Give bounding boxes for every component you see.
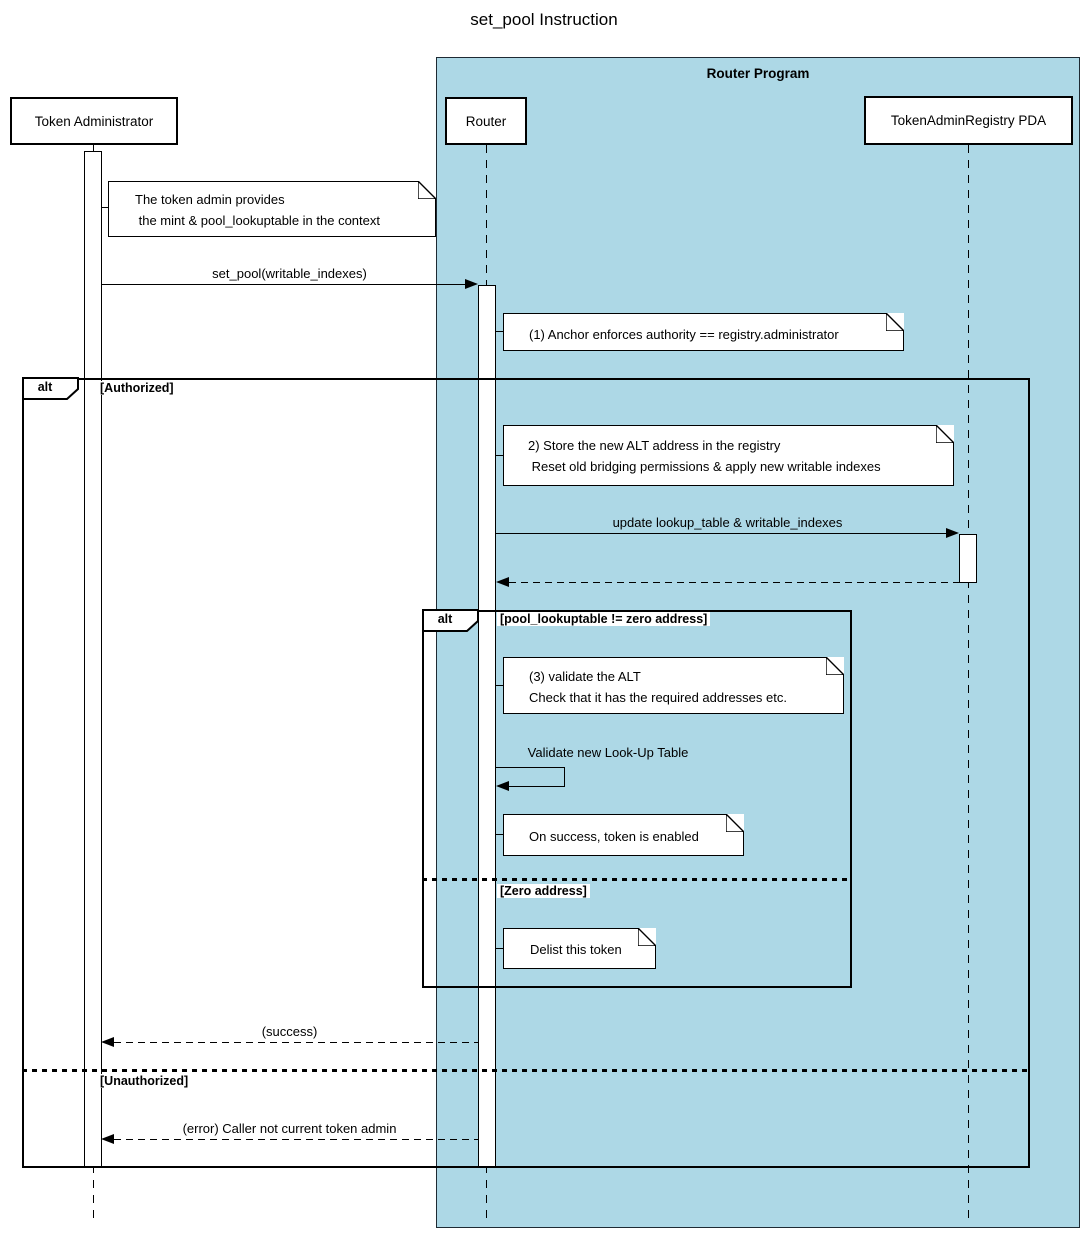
arrowhead-right-icon	[465, 279, 478, 289]
note-delist-line1: Delist this token	[530, 942, 622, 957]
participant-router: Router	[445, 97, 527, 145]
alt-operator-label: alt	[37, 380, 53, 394]
message-label-error: (error) Caller not current token admin	[182, 1121, 397, 1136]
alt-operator-label: alt	[437, 612, 453, 626]
note-fold-icon	[886, 313, 904, 331]
note-anchor	[503, 313, 904, 351]
alt-frame-inner	[422, 610, 852, 988]
note-success-line1: On success, token is enabled	[529, 829, 699, 844]
note-connector	[496, 331, 503, 332]
note-context	[108, 181, 436, 237]
alt-operator-pentagon	[422, 609, 480, 633]
guard-unauthorized: [Unauthorized]	[97, 1074, 191, 1088]
note-store-line2: Reset old bridging permissions & apply new writable indexes	[528, 459, 881, 474]
guard-pool-lookuptable-not-zero: [pool_lookuptable != zero address]	[497, 612, 710, 626]
note-context-line2: the mint & pool_lookuptable in the context	[135, 213, 380, 228]
alt-operator-pentagon	[22, 377, 80, 401]
message-label-validate-self: Validate new Look-Up Table	[527, 745, 689, 760]
alt-frame-outer-divider	[22, 1069, 1030, 1072]
message-label-update: update lookup_table & writable_indexes	[612, 515, 843, 530]
participant-token-admin-registry-pda: TokenAdminRegistry PDA	[864, 96, 1073, 145]
note-validate-line1: (3) validate the ALT	[529, 669, 641, 684]
note-store-line1: 2) Store the new ALT address in the registry	[528, 438, 781, 453]
guard-zero-address: [Zero address]	[497, 884, 590, 898]
note-context-line1: The token admin provides	[135, 192, 285, 207]
message-label-set-pool: set_pool(writable_indexes)	[212, 266, 367, 281]
participant-token-administrator: Token Administrator	[10, 97, 178, 145]
router-program-title: Router Program	[706, 66, 810, 81]
page-title: set_pool Instruction	[470, 10, 618, 29]
note-fold-icon	[418, 181, 436, 199]
guard-authorized: [Authorized]	[97, 381, 177, 395]
alt-frame-inner-divider	[422, 878, 852, 881]
note-anchor-line1: (1) Anchor enforces authority == registry.administrator	[529, 327, 839, 342]
message-line-set-pool	[101, 284, 465, 285]
message-label-success: (success)	[261, 1024, 318, 1039]
note-validate-line2: Check that it has the required addresses etc.	[529, 690, 787, 705]
note-connector	[101, 207, 108, 208]
